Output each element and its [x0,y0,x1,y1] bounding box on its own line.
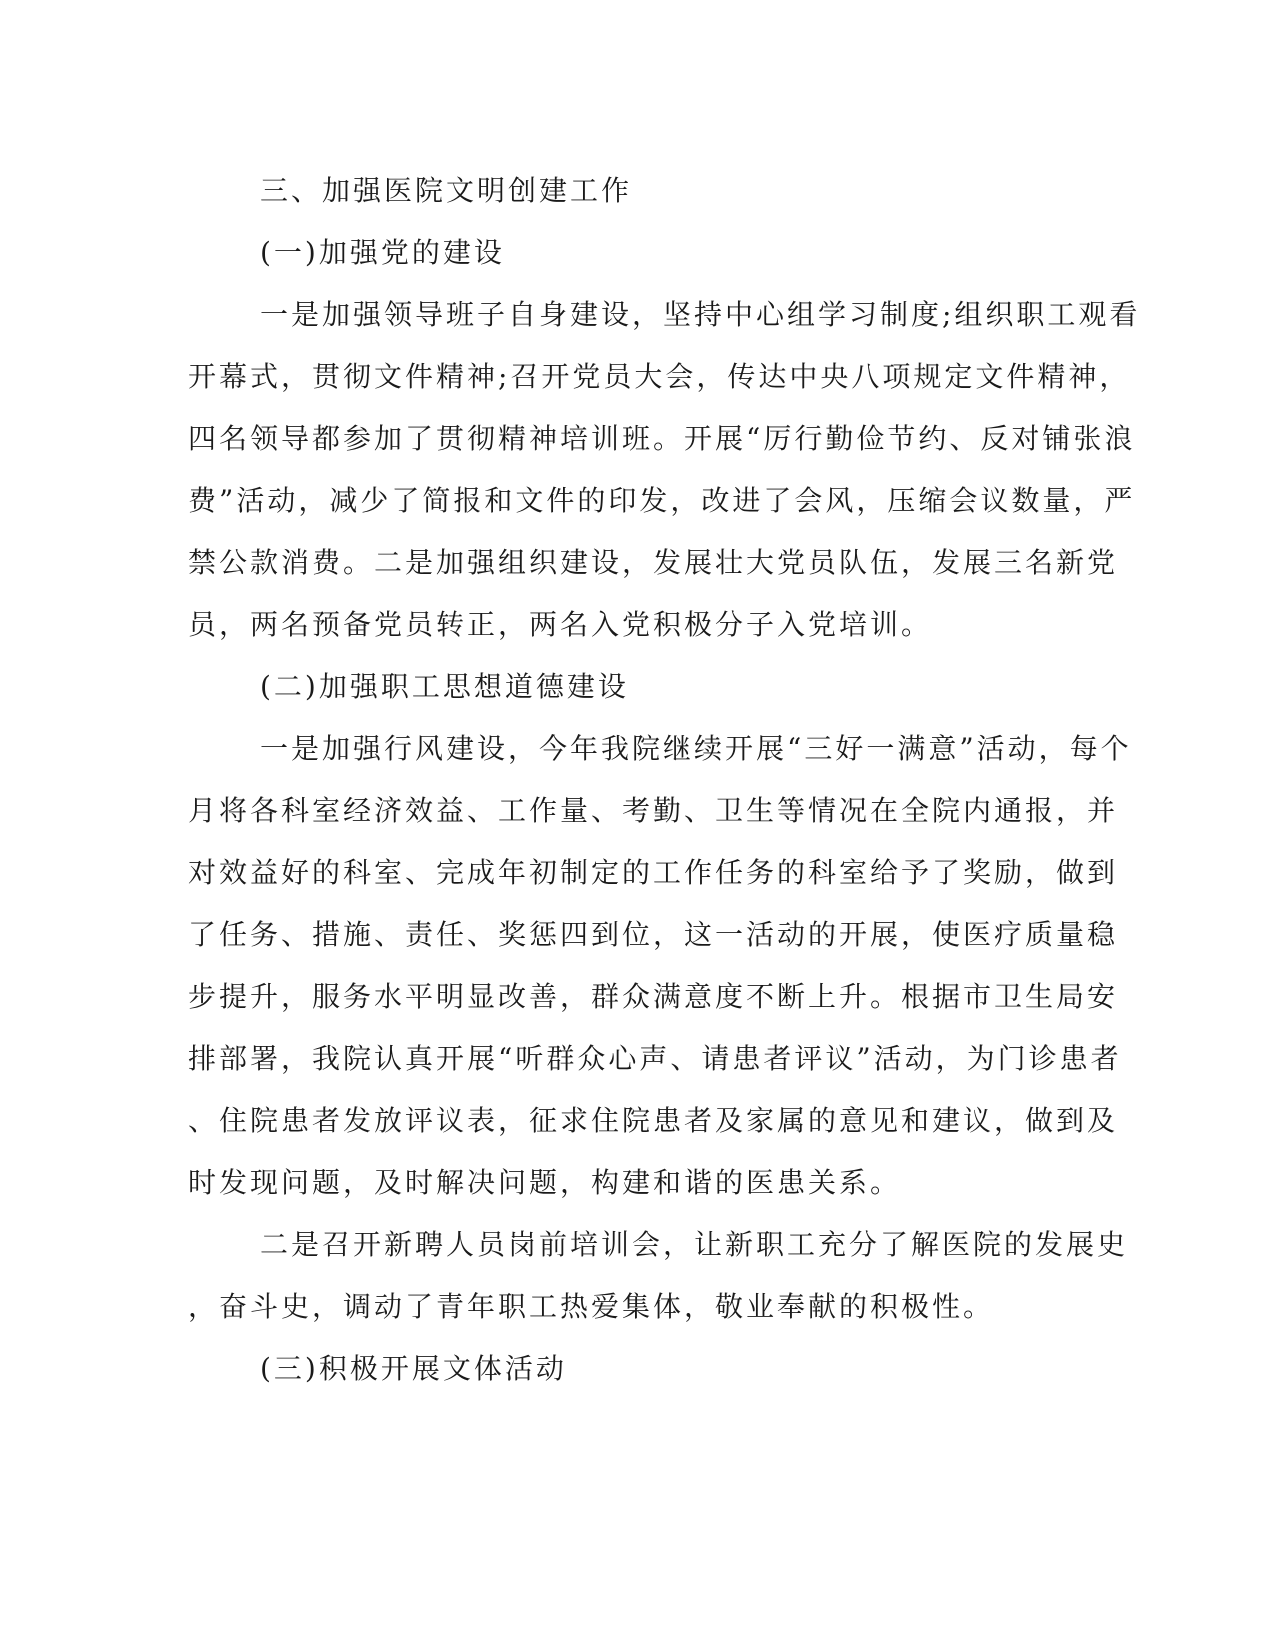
paragraph-line: 时发现问题，及时解决问题，构建和谐的医患关系。 [188,1166,902,1199]
paragraph-line: 、住院患者发放评议表，征求住院患者及家属的意见和建议，做到及 [188,1104,1119,1137]
section-heading: 三、加强医院文明创建工作 [260,174,633,207]
paragraph-line: ，奋斗史，调动了青年职工热爱集体，敬业奉献的积极性。 [188,1290,995,1323]
paragraph-line: 一是加强行风建设，今年我院继续开展“三好一满意”活动，每个 [260,732,1132,765]
paragraph-line: 了任务、措施、责任、奖惩四到位，这一活动的开展，使医疗质量稳 [188,918,1119,951]
subsection-heading-1: (一)加强党的建设 [260,236,505,269]
paragraph-line: 员，两名预备党员转正，两名入党积极分子入党培训。 [188,608,933,641]
document-body [188,160,1141,1400]
paragraph-line: 一是加强领导班子自身建设，坚持中心组学习制度;组织职工观看 [260,298,1141,331]
paragraph-line: 禁公款消费。二是加强组织建设，发展壮大党员队伍，发展三名新党 [188,546,1119,579]
paragraph-line: 排部署，我院认真开展“听群众心声、请患者评议”活动，为门诊患者 [188,1042,1122,1075]
subsection-heading-3: (三)积极开展文体活动 [260,1352,567,1385]
paragraph-line: 月将各科室经济效益、工作量、考勤、卫生等情况在全院内通报，并 [188,794,1119,827]
paragraph-line: 对效益好的科室、完成年初制定的工作任务的科室给予了奖励，做到 [188,856,1119,889]
paragraph-line: 开幕式，贯彻文件精神;召开党员大会，传达中央八项规定文件精神， [188,360,1131,393]
paragraph-line: 二是召开新聘人员岗前培训会，让新职工充分了解医院的发展史 [260,1228,1129,1261]
paragraph-line: 步提升，服务水平明显改善，群众满意度不断上升。根据市卫生局安 [188,980,1119,1013]
subsection-heading-2: (二)加强职工思想道德建设 [260,670,629,703]
paragraph-line: 费”活动，减少了简报和文件的印发，改进了会风，压缩会议数量，严 [188,484,1136,517]
paragraph-line: 四名领导都参加了贯彻精神培训班。开展“厉行勤俭节约、反对铺张浪 [188,422,1136,455]
